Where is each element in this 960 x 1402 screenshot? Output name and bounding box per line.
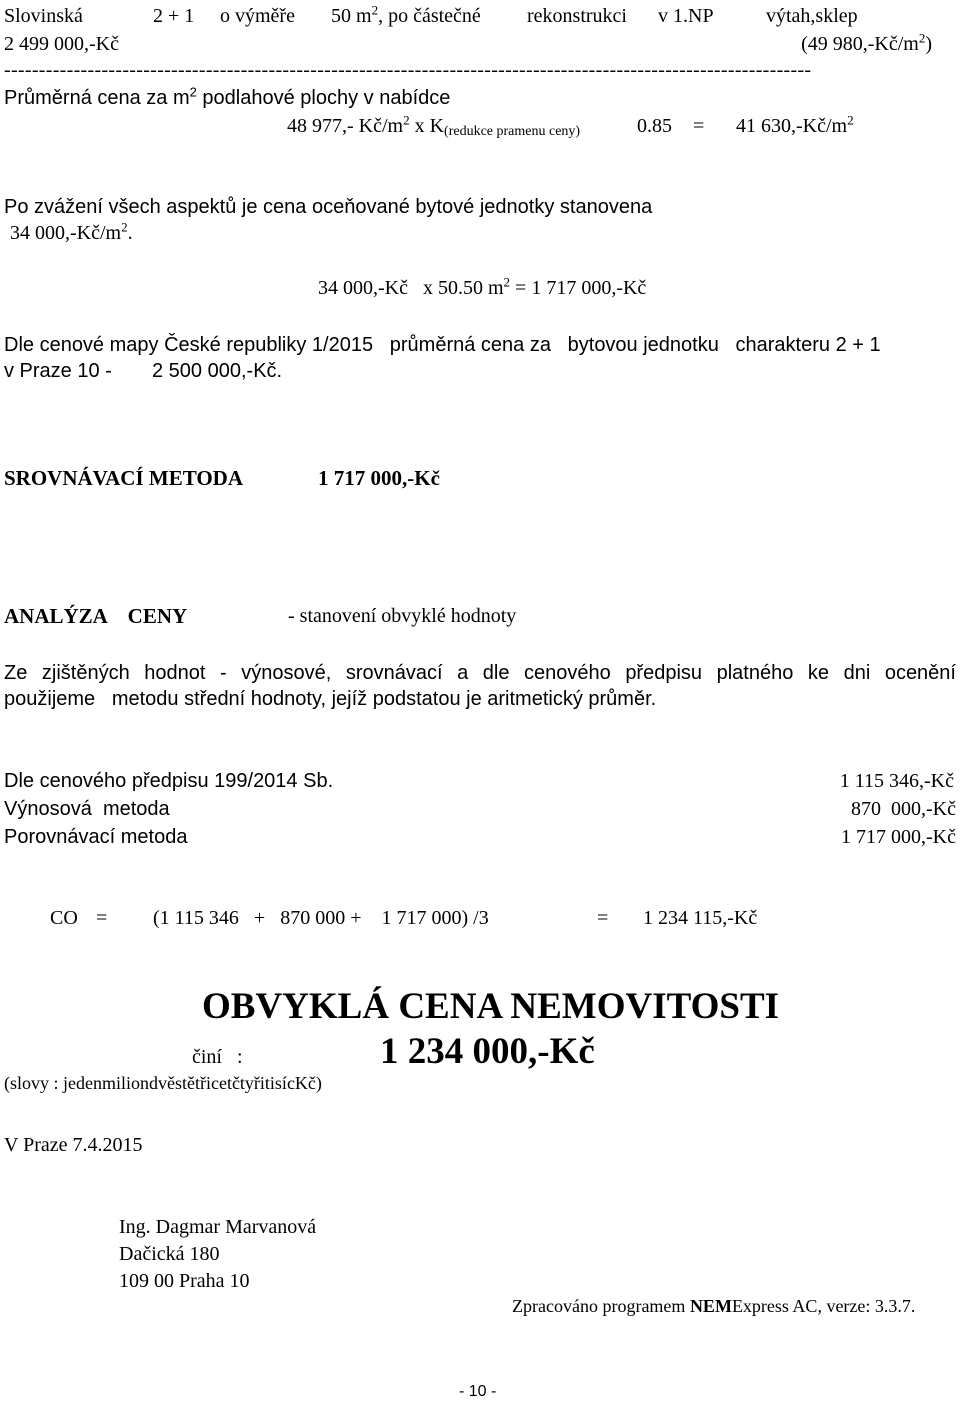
property-type-label: Slovinská bbox=[4, 5, 83, 27]
unit-price: 34 $000,-Kč/m^2$. bbox=[10, 219, 133, 244]
price-map-location: v Praze 10 - bbox=[4, 360, 112, 382]
method-value: 870 000,-Kč bbox=[851, 798, 956, 820]
final-value-in-words: (slovy : jedenmiliondvěstětřicetčtyřitisícKč) bbox=[4, 1073, 322, 1093]
method-label: Výnosová metoda bbox=[4, 798, 170, 820]
comparison-method-value: 1 717 000,-Kč bbox=[318, 466, 440, 490]
analysis-paragraph-line2: použijeme metodu střední hodnoty, jejíž podstatou je aritmetický průměr. bbox=[4, 688, 657, 710]
method-label: Dle cenového předpisu 199/2014 Sb. bbox=[4, 770, 334, 792]
price-map-value: 2 500 000,-Kč. bbox=[152, 360, 283, 382]
final-cini-label: činí : bbox=[192, 1046, 243, 1068]
signature-name: Ing. Dagmar Marvanová bbox=[119, 1216, 317, 1238]
final-value: 1 234 000,-Kč bbox=[380, 1031, 595, 1072]
formula-equals: = bbox=[597, 907, 609, 929]
price-map-text: Dle cenové mapy České republiky 1/2015 průměrná cena za bytovou jednotku charakteru 2 + 1 bbox=[4, 334, 881, 356]
final-title: OBVYKLÁ CENA NEMOVITOSTI bbox=[202, 986, 780, 1027]
unit-price-calculation: 34 000,-Kč x 50.50 $m^2 = 1$ 717 000,-Kč bbox=[318, 274, 647, 299]
software-note: Zpracováno programem NEMExpress AC, verze: 3.3.7. bbox=[512, 1296, 916, 1316]
analysis-title: ANALÝZA CENY bbox=[4, 604, 188, 628]
place-date: V Praze 7.4.2015 bbox=[4, 1134, 143, 1156]
reduction-coefficient: 0.85 bbox=[637, 115, 672, 137]
area-label: o výměře bbox=[220, 5, 295, 27]
formula-result: 1 234 115,-Kč bbox=[643, 907, 758, 929]
floor-label: v 1.NP bbox=[658, 5, 714, 27]
reduced-price-per-m2: 41 $630,-Kč/m^2$ bbox=[736, 112, 854, 137]
disposition-label: 2 + 1 bbox=[153, 5, 195, 27]
equals-sign: = bbox=[693, 115, 705, 137]
analysis-subtitle: - stanovení obvyklé hodnoty bbox=[288, 605, 517, 627]
page-number: - 10 - bbox=[459, 1383, 497, 1400]
formula-co: CO bbox=[50, 907, 78, 929]
reconstruction-label: rekonstrukci bbox=[527, 5, 627, 27]
signature-city: 109 00 Praha 10 bbox=[119, 1270, 250, 1292]
separator-line: -------------------------------------------------------------------------------------------------------------------- bbox=[4, 59, 812, 81]
consideration-text: Po zvážení všech aspektů je cena oceňované bytové jednotky stanovena bbox=[4, 196, 653, 218]
signature-street: Dačická 180 bbox=[119, 1243, 220, 1265]
formula-equals: = bbox=[96, 907, 108, 929]
method-value: 1 115 346,-Kč bbox=[839, 770, 954, 792]
analysis-paragraph-line1: Ze zjištěných hodnot - výnosové, srovnávací a dle cenového předpisu platného ke dni ocenění bbox=[4, 662, 956, 684]
method-value: 1 717 000,-Kč bbox=[841, 826, 956, 848]
method-label: Porovnávací metoda bbox=[4, 826, 188, 848]
average-price-label: Průměrná cena za $m^2$ podlahové plochy v nabídce bbox=[4, 84, 451, 109]
average-price-calc: 48 977,- $Kč/m^2$ x $K_{(redukce pramenu ceny)}$ bbox=[287, 112, 581, 139]
comparison-method-label: SROVNÁVACÍ METODA bbox=[4, 466, 244, 490]
offer-price: 2 499 000,-Kč bbox=[4, 33, 119, 55]
amenities-label: výtah,sklep bbox=[766, 5, 858, 27]
formula-expression: (1 115 346 + 870 000 + 1 717 000) /3 bbox=[153, 907, 489, 929]
area-value: 50 $m^2$, po částečné bbox=[331, 2, 481, 27]
offer-price-per-m2: (49 $980,-Kč/m^2$) bbox=[801, 30, 932, 55]
